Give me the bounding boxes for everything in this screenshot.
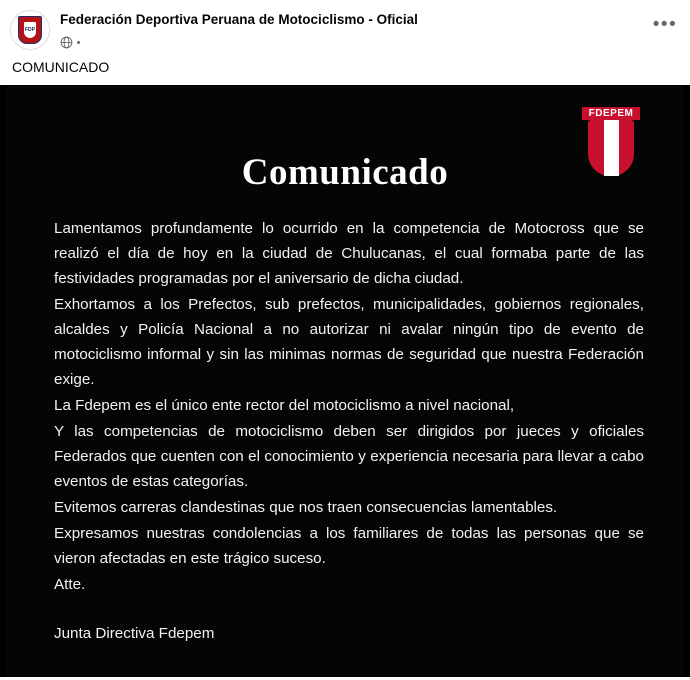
post-meta-row (60, 34, 650, 50)
post-header-text (50, 8, 650, 50)
flyer-paragraph: Lamentamos profundamente lo ocurrido en la competencia de Motocross que se realizó el día de hoy en la ciudad de Chulucanas, el cual formaba parte de las festividades programadas por el aniversario de dicha ciudad. (54, 220, 644, 287)
flyer-paragraph: Expresamos nuestras condolencias a los familiares de todas las personas que se vieron afectadas en este trágico suceso. (54, 525, 644, 567)
more-options-button[interactable]: ••• (652, 14, 678, 35)
avatar-shield-icon (18, 16, 42, 44)
peru-shield-icon (588, 120, 634, 176)
post-body-text: COMUNICADO (12, 59, 110, 75)
flyer-paragraph: Exhortamos a los Prefectos, sub prefectos, municipalidades, gobiernos regionales, alcaldes y Policía Nacional a no autorizar ni avalar ningún tipo de evento de motociclismo informal y sin las minimas normas de seguridad que nuestra Federación exige. (54, 296, 644, 388)
flyer-paragraph: Evitemos carreras clandestinas que nos traen consecuencias lamentables. (54, 499, 558, 516)
post-header (0, 0, 690, 56)
flyer-signature: Junta Directiva Fdepem (54, 625, 215, 642)
flyer-paragraph: Atte. (54, 576, 86, 593)
avatar-initials: FDP (24, 22, 36, 38)
flyer-paragraph: Y las competencias de motociclismo deben ser dirigidos por jueces y oficiales Federados que cuenten con el conocimiento y experiencia necesaria para llevar a cabo eventos de estas categorías. (54, 423, 644, 490)
page-name[interactable]: Federación Deportiva Peruana de Motociclismo - Oficial (60, 12, 418, 27)
flyer-paragraph: La Fdepem es el único ente rector del motociclismo a nivel nacional, (54, 397, 515, 414)
post-image[interactable] (0, 85, 690, 677)
meta-separator-dot (77, 41, 80, 44)
avatar[interactable] (10, 10, 50, 50)
fdepem-logo (582, 107, 640, 176)
shield-white-band (604, 120, 619, 176)
flyer-title: Comunicado (241, 152, 449, 193)
fdepem-logo-label: FDEPEM (582, 107, 640, 120)
globe-icon (60, 36, 73, 49)
flyer-graphic (6, 85, 684, 677)
